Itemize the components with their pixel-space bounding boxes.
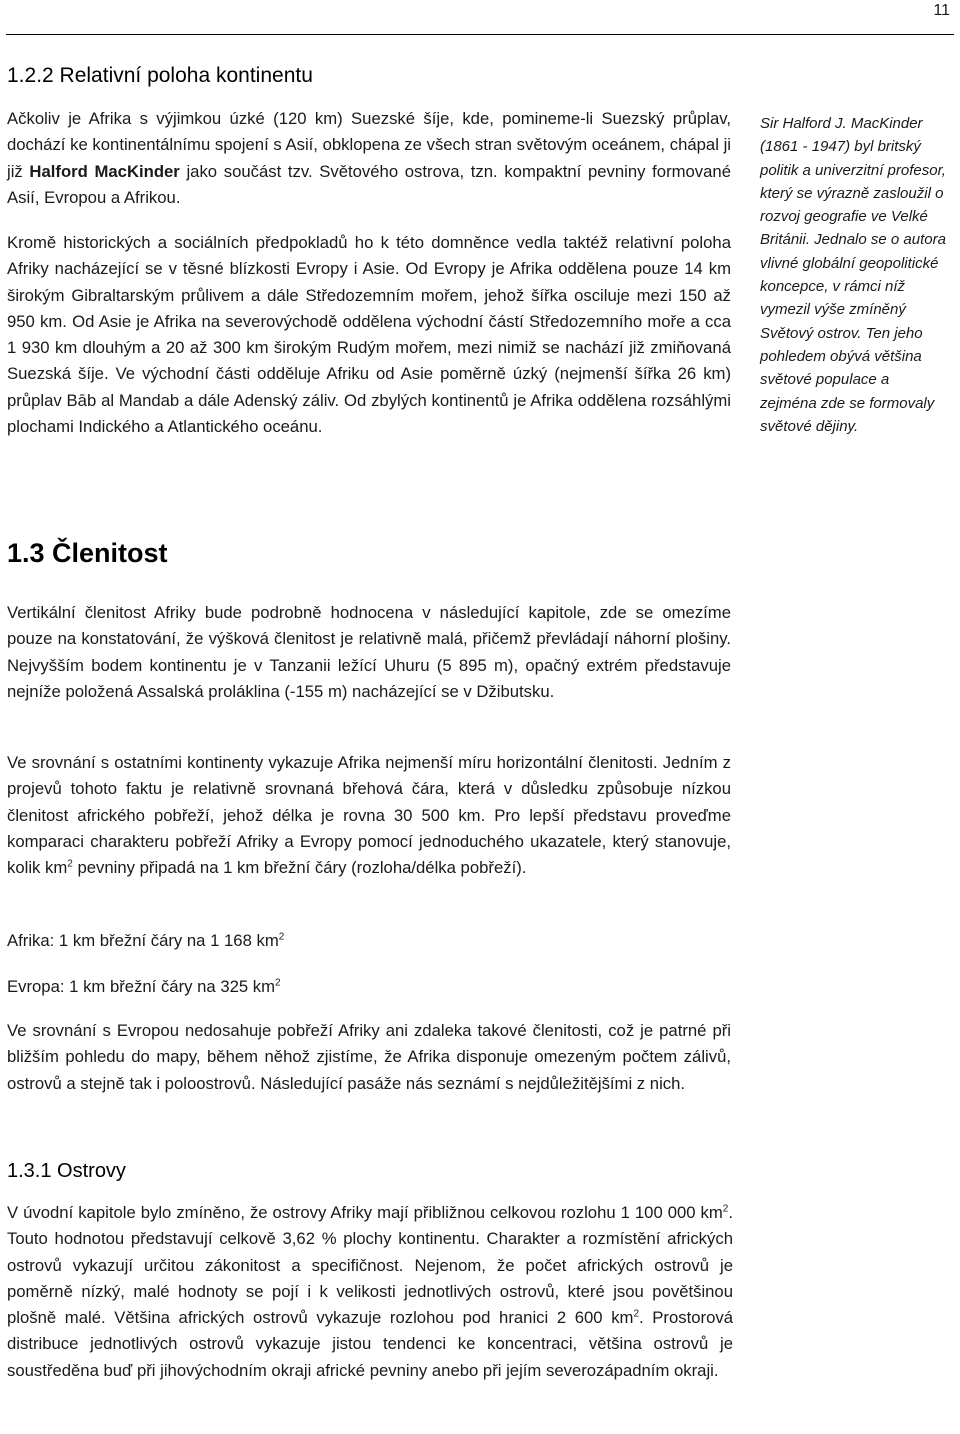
paragraph-mackinder (7, 106, 731, 211)
section-heading-ostrovy: 1.3.1 Ostrovy (7, 1160, 126, 1182)
superscript: 2 (275, 977, 281, 989)
text-run: Afrika: 1 km břežní čáry na 1 168 km (7, 931, 279, 950)
paragraph-relative-position: Kromě historických a sociálních předpokladů ho k této domněnce vedla taktéž relativní poloha Afriky nacházející se v těsné blízkosti Evropy i Asie. Od Evropy je Afrika oddělena pouze 14 km širokým Gibraltarským průlivem a dále Středozemním mořem, jehož šířka osciluje mezi 150 až 950 km. Od Asie je Afrika na severovýchodě oddělena východní částí Středozemního moře a cca 1 930 km dlouhým a 20 až 300 km širokým Rudým mořem, mezi nimiž se nachází již zmiňovaná Suezská šíje. Ve východní části odděluje Afriku od Asie poměrně úzký (nejmenší šířka 26 km) průplav Bāb al Mandab a dále Adenský záliv. Od zbylých kontinentů je Afrika oddělena rozsáhlými plochami Indického a Atlantického oceánu. (7, 233, 731, 437)
text-run: Ve srovnání s ostatními kontinenty vykazuje Afrika nejmenší míru horizontální členitosti. Jedním z projevů tohoto faktu je relativně srovnaná břehová čára, která v důsledku způsobuje nízkou členitost afrického pobřeží, jehož délka je rovna 30 500 km. Pro lepší představu proveďme komparaci charakteru pobřeží Afriky a Evropy pomocí jednoduchého ukazatele, který stanovuje, kolik km (7, 753, 731, 878)
paragraph-comparison: Ve srovnání s Evropou nedosahuje pobřeží Afriky ani zdaleka takové členitosti, což je patrné při bližším pohledu do mapy, během něhož zjistíme, že Afrika disponuje omezeným počtem zálivů, ostrovů a stejně tak i poloostrovů. Následující pasáže nás seznámí s nejdůležitějšími z nich. (7, 1021, 731, 1093)
text-run: . Prostorová distribuce jednotlivých ostrovů vykazuje jistou tendenci ke koncentraci, většina ostrovů je soustředěna buď při jihovýchodním okraji africké pevniny anebo při jejím severozápadním okraji. (7, 1308, 733, 1380)
header-rule (6, 34, 954, 35)
paragraph-ostrovy (7, 1200, 733, 1384)
superscript: 2 (722, 1203, 729, 1215)
text-run: V úvodní kapitole bylo zmíněno, že ostrovy Afriky mají přibližnou celkovou rozlohu 1 100 000 km (7, 1203, 723, 1222)
page-number: 11 (933, 2, 950, 19)
text-run: jako součást tzv. Světového ostrova, tzn. kompaktní pevniny formované Asií, Evropou a Afrikou. (7, 161, 731, 207)
paragraph-horizontal (7, 750, 731, 881)
superscript: 2 (278, 931, 285, 943)
superscript: 2 (633, 1308, 640, 1320)
text-run: Evropa: 1 km břežní čáry na 325 km (7, 977, 276, 996)
paragraph-vertical: Vertikální členitost Afriky bude podrobně hodnocena v následující kapitole, zde se omezíme pouze na konstatování, že výšková členitost je relativně malá, přičemž převládají náhorní plošiny. Nejvyšším bodem kontinentu je v Tanzanii ležící Uhuru (5 895 m), opačný extrém představuje nejníže položená Assalská proláklina (-155 m) nacházející se v Džibutsku. (7, 603, 731, 701)
section-heading-clenitost: 1.3 Členitost (7, 538, 168, 568)
section-heading-relativni-poloha: 1.2.2 Relativní poloha kontinentu (7, 64, 313, 87)
superscript: 2 (67, 858, 73, 870)
text-run: . Touto hodnotou představují celkově 3,62 % plochy kontinentu. Charakter a rozmístění afrických ostrovů vykazují určitou zákonitost a specifičnost. Nejenom, že počet afrických ostrovů je poměrně nízký, malé hodnoty se pojí i k velikosti jednotlivých ostrovů, které jsou povětšinou plošně malé. Většina afrických ostrovů vykazuje rozlohou pod hranici 2 600 km (7, 1203, 733, 1328)
line-afrika (7, 928, 731, 954)
line-evropa (7, 974, 731, 1000)
bold-name: Halford MacKinder (29, 161, 180, 181)
text-run: Ačkoliv je Afrika s výjimkou úzké (120 km) Suezské šíje, kde, pomineme-li Suezský průplav, dochází ke kontinentálnímu spojení s Asií, obklopena ze všech stran světovým oceánem, chápal ji již (7, 109, 731, 181)
sidebar-note: Sir Halford J. MacKinder (1861 - 1947) byl britský politik a univerzitní profesor, který se výrazně zasloužil o rozvoj geografie ve Velké Británii. Jednalo se o autora vlivné globální geopolitické koncepce, v rámci níž vymezil výše zmíněný Světový ostrov. Ten jeho pohledem obývá většina světové populace a zejména zde se formovaly světové dějiny. (760, 115, 946, 435)
text-run: pevniny připadá na 1 km břežní čáry (rozloha/délka pobřeží). (72, 858, 527, 878)
